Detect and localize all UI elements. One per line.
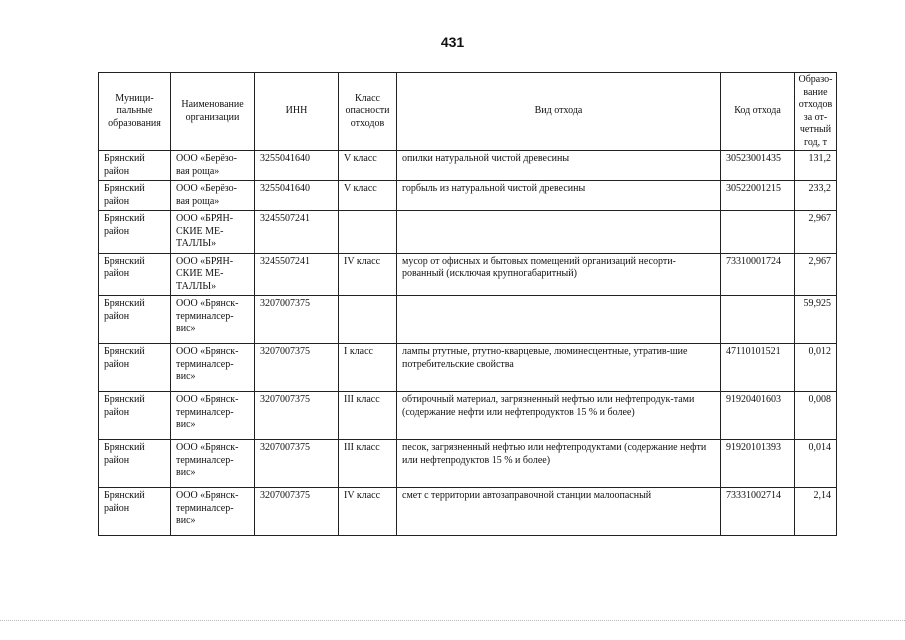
cell-waste-amount: 2,14: [795, 488, 837, 536]
cell-waste-amount: 131,2: [795, 151, 837, 181]
cell-waste-code: 91920401603: [721, 392, 795, 440]
cell-organization: ООО «Брянск-терминалсер-вис»: [171, 344, 255, 392]
table-row: [99, 181, 837, 211]
table-row: [99, 344, 837, 392]
cell-waste-amount: 0,012: [795, 344, 837, 392]
cell-waste-amount: 233,2: [795, 181, 837, 211]
cell-organization: ООО «Брянск-терминалсер-вис»: [171, 440, 255, 488]
cell-inn: 3207007375: [255, 344, 339, 392]
page-number: 431: [440, 34, 465, 50]
cell-hazard-class: III класс: [339, 440, 397, 488]
cell-hazard-class: V класс: [339, 151, 397, 181]
cell-inn: 3207007375: [255, 488, 339, 536]
cell-inn: 3245507241: [255, 211, 339, 254]
cell-inn: 3207007375: [255, 392, 339, 440]
table-row: [99, 296, 837, 344]
header-inn: ИНН: [255, 73, 339, 151]
cell-organization: ООО «Берёзо-вая роща»: [171, 181, 255, 211]
cell-municipality: Брянский район: [99, 296, 171, 344]
cell-inn: 3245507241: [255, 253, 339, 296]
cell-waste-code: [721, 296, 795, 344]
cell-waste-type: горбыль из натуральной чистой древесины: [397, 181, 721, 211]
table-row: [99, 440, 837, 488]
cell-municipality: Брянский район: [99, 488, 171, 536]
cell-waste-code: 73310001724: [721, 253, 795, 296]
cell-organization: ООО «БРЯН-СКИЕ МЕ-ТАЛЛЫ»: [171, 211, 255, 254]
cell-waste-code: 73331002714: [721, 488, 795, 536]
cell-organization: ООО «БРЯН-СКИЕ МЕ-ТАЛЛЫ»: [171, 253, 255, 296]
cell-municipality: Брянский район: [99, 253, 171, 296]
header-waste-type: Вид отхода: [397, 73, 721, 151]
cell-inn: 3255041640: [255, 181, 339, 211]
cell-waste-type: песок, загрязненный нефтью или нефтепродуктами (содержание нефти или нефтепродуктов 15 % и более): [397, 440, 721, 488]
table-row: [99, 151, 837, 181]
cell-municipality: Брянский район: [99, 392, 171, 440]
cell-inn: 3255041640: [255, 151, 339, 181]
cell-inn: 3207007375: [255, 296, 339, 344]
table-row: [99, 253, 837, 296]
cell-waste-code: [721, 211, 795, 254]
cell-waste-amount: 0,014: [795, 440, 837, 488]
table-row: [99, 211, 837, 254]
cell-waste-type: лампы ртутные, ртутно-кварцевые, люминесцентные, утратив-шие потребительские свойства: [397, 344, 721, 392]
cell-hazard-class: [339, 296, 397, 344]
cell-waste-type: смет с территории автозаправочной станции малоопасный: [397, 488, 721, 536]
table-row: [99, 392, 837, 440]
cell-organization: ООО «Берёзо-вая роща»: [171, 151, 255, 181]
cell-organization: ООО «Брянск-терминалсер-вис»: [171, 296, 255, 344]
cell-waste-amount: 59,925: [795, 296, 837, 344]
cell-municipality: Брянский район: [99, 211, 171, 254]
cell-municipality: Брянский район: [99, 151, 171, 181]
cell-inn: 3207007375: [255, 440, 339, 488]
cell-municipality: Брянский район: [99, 344, 171, 392]
header-organization: Наименование организации: [171, 73, 255, 151]
cell-organization: ООО «Брянск-терминалсер-вис»: [171, 488, 255, 536]
cell-municipality: Брянский район: [99, 181, 171, 211]
scan-artifact-line: [0, 620, 905, 622]
table-row: [99, 488, 837, 536]
cell-hazard-class: [339, 211, 397, 254]
header-waste-amount: Образо-вание отходов за от-четный год, т: [795, 73, 837, 151]
cell-hazard-class: V класс: [339, 181, 397, 211]
cell-waste-type: обтирочный материал, загрязненный нефтью или нефтепродук-тами (содержание нефти или нефтепродуктов 15 % и более): [397, 392, 721, 440]
table-body: [99, 151, 837, 536]
cell-waste-code: 30523001435: [721, 151, 795, 181]
cell-waste-code: 30522001215: [721, 181, 795, 211]
cell-waste-amount: 2,967: [795, 253, 837, 296]
cell-hazard-class: I класс: [339, 344, 397, 392]
cell-hazard-class: IV класс: [339, 253, 397, 296]
waste-table: [98, 72, 837, 536]
cell-waste-type: мусор от офисных и бытовых помещений организаций несорти-рованный (исключая крупногабаритный): [397, 253, 721, 296]
cell-waste-type: [397, 211, 721, 254]
cell-waste-amount: 2,967: [795, 211, 837, 254]
table-header-row: [99, 73, 837, 151]
header-municipality: Муници-пальные образования: [99, 73, 171, 151]
cell-municipality: Брянский район: [99, 440, 171, 488]
cell-waste-type: опилки натуральной чистой древесины: [397, 151, 721, 181]
cell-hazard-class: IV класс: [339, 488, 397, 536]
cell-waste-code: 47110101521: [721, 344, 795, 392]
cell-waste-code: 91920101393: [721, 440, 795, 488]
cell-organization: ООО «Брянск-терминалсер-вис»: [171, 392, 255, 440]
cell-hazard-class: III класс: [339, 392, 397, 440]
header-hazard-class: Класс опасности отходов: [339, 73, 397, 151]
header-waste-code: Код отхода: [721, 73, 795, 151]
cell-waste-amount: 0,008: [795, 392, 837, 440]
cell-waste-type: [397, 296, 721, 344]
